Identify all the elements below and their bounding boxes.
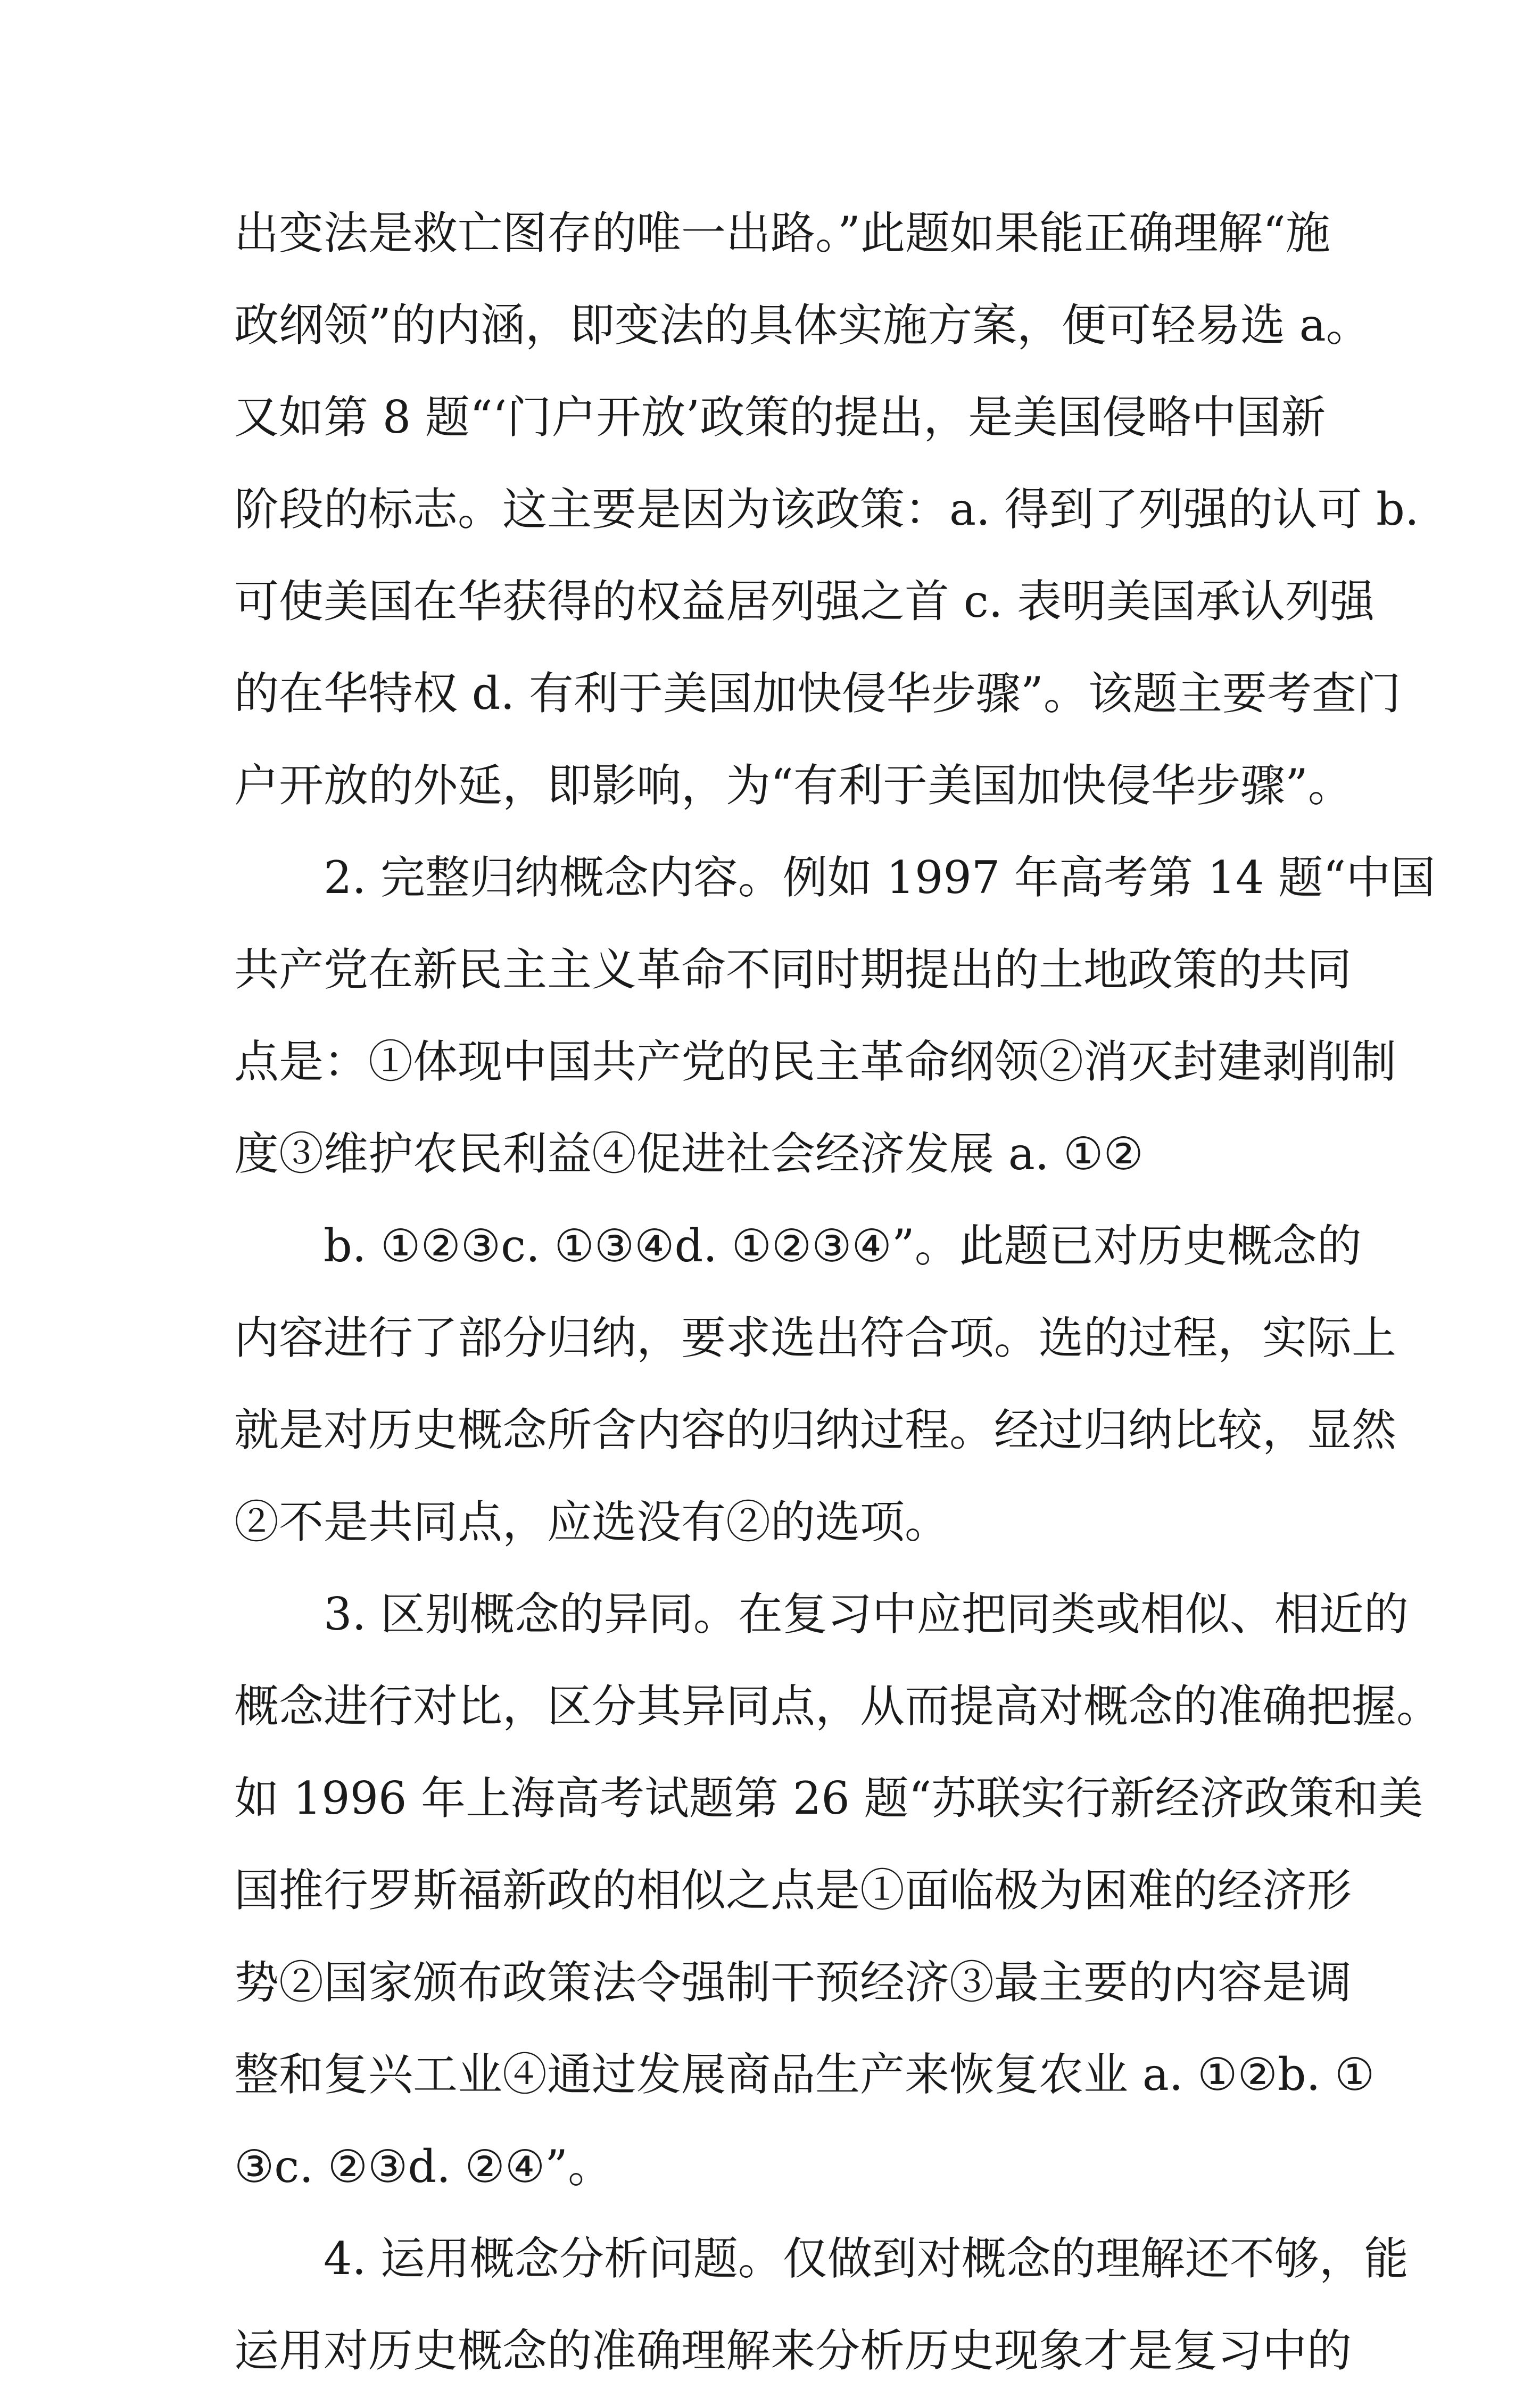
text-line: 如 1996 年上海高考试题第 26 题“苏联实行新经济政策和美: [234, 1772, 1423, 1824]
text-line: 的在华特权 d. 有利于美国加快侵华步骤”。该题主要考查门: [234, 667, 1401, 720]
text-line: 就是对历史概念所含内容的归纳过程。经过归纳比较，显然: [234, 1404, 1397, 1456]
paragraph-start-line: 2. 完整归纳概念内容。例如 1997 年高考第 14 题“中国: [324, 852, 1436, 904]
text-line: 点是：①体现中国共产党的民主革命纲领②消灭封建剥削制: [234, 1036, 1397, 1088]
text-line: 国推行罗斯福新政的相似之点是①面临极为困难的经济形: [234, 1864, 1352, 1916]
text-line: 内容进行了部分归纳，要求选出符合项。选的过程，实际上: [234, 1312, 1397, 1364]
text-line: 势②国家颁布政策法令强制干预经济③最主要的内容是调: [234, 1956, 1352, 2008]
text-line: b. ①②③c. ①③④d. ①②③④”。此题已对历史概念的: [324, 1220, 1362, 1272]
text-line: ③c. ②③d. ②④”。: [234, 2140, 613, 2193]
text-line: 整和复兴工业④通过发展商品生产来恢复农业 a. ①②b. ①: [234, 2048, 1375, 2101]
text-line: ②不是共同点，应选没有②的选项。: [234, 1496, 950, 1548]
text-line: 可使美国在华获得的权益居列强之首 c. 表明美国承认列强: [234, 575, 1375, 627]
text-line: 运用对历史概念的准确理解来分析历史现象才是复习中的: [234, 2325, 1352, 2377]
body-text: [234, 187, 1442, 2397]
text-line: 阶段的标志。这主要是因为该政策：a. 得到了列强的认可 b.: [234, 483, 1419, 535]
text-line: 概念进行对比，区分其异同点，从而提高对概念的准确把握。: [234, 1680, 1442, 1732]
text-line: 度③维护农民利益④促进社会经济发展 a. ①②: [234, 1128, 1144, 1180]
paragraph-start-line: 4. 运用概念分析问题。仅做到对概念的理解还不够，能: [324, 2233, 1409, 2285]
text-line: 政纲领”的内涵，即变法的具体实施方案，便可轻易选 a。: [234, 299, 1371, 351]
text-line: 户开放的外延，即影响，为“有利于美国加快侵华步骤”。: [234, 759, 1353, 812]
text-line: 出变法是救亡图存的唯一出路。”此题如果能正确理解“施: [234, 207, 1330, 259]
text-line: 又如第 8 题“‘门户开放’政策的提出，是美国侵略中国新: [234, 391, 1326, 443]
paragraph-start-line: 3. 区别概念的异同。在复习中应把同类或相似、相近的: [324, 1588, 1409, 1640]
text-line: 共产党在新民主主义革命不同时期提出的土地政策的共同: [234, 944, 1352, 996]
